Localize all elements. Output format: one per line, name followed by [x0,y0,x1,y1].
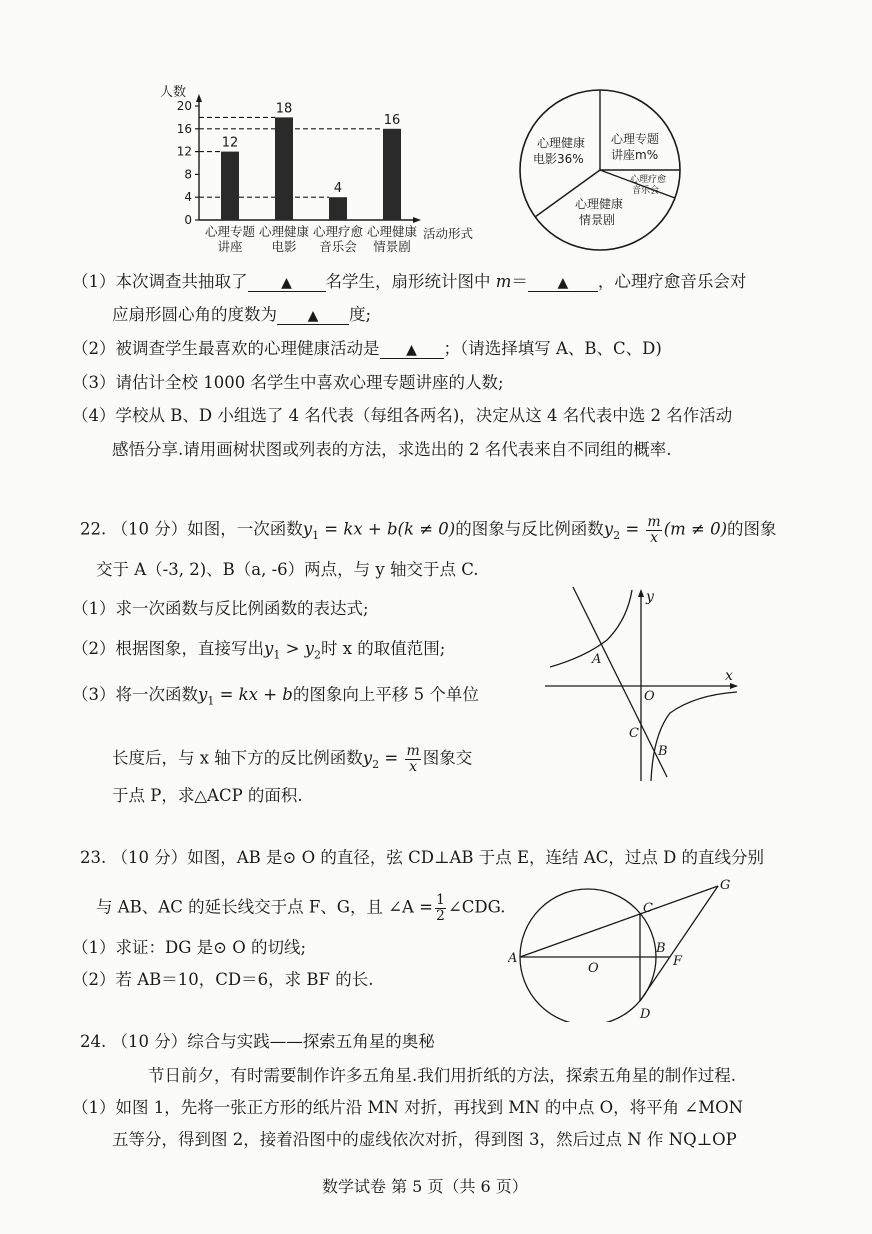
q21-part2: （2）被调查学生最喜欢的心理健康活动是 ▲ ；（请选择填写 A、B、C、D) [72,339,662,358]
bar-value-label: 12 [221,135,239,151]
point-label-O: O [588,961,599,976]
q24-part1-line2: 五等分，得到图 2，接着沿图中的虚线依次对折，得到图 3，然后过点 N 作 NQ⊥OP [112,1130,737,1149]
q23-part1: （1）求证：DG 是⊙ O 的切线; [72,938,307,957]
y-tick-label: 4 [184,190,192,205]
q21-part4-line1: （4）学校从 B、D 小组选了 4 名代表（每组各两名)，决定从这 4 名代表中选 2 名作活动 [72,406,733,425]
bar-value-label: 16 [383,112,401,128]
bar [383,129,401,220]
category-label: 心理健康 [258,224,310,239]
q21-part4-line2: 感悟分享.请用画树状图或列表的方法，求选出的 2 名代表来自不同组的概率. [112,440,672,459]
answer-blank: ▲ [380,341,444,359]
q22-stem-line2: 交于 A（-3, 2)、B（a, -6）两点，与 y 轴交于点 C. [96,560,479,579]
point-label-D: D [640,1007,651,1022]
pie-label-lecture-1: 心理专题 [611,132,660,146]
q23-part2: （2）若 AB＝10，CD＝6，求 BF 的长. [72,970,374,989]
q22-part1: （1）求一次函数与反比例函数的表达式; [72,599,369,618]
y-axis-title: 人数 [160,85,187,100]
point-label-C: C [629,726,639,741]
linear-function-line [573,587,667,777]
point-label-F: F [673,954,683,969]
hyperbola-branch-upper [550,590,632,667]
y-axis-label: y [646,589,654,605]
q24-intro: 节日前夕，有时需要制作许多五角星.我们用折纸的方法，探索五角星的制作过程. [148,1066,736,1085]
point-label-B: B [658,744,668,759]
y-tick-label: 0 [184,213,192,227]
y-tick-label: 16 [176,121,192,136]
pie-label-music-1: 心理疗愈 [630,175,667,185]
bar-chart [155,78,485,258]
q21-part1-line2: 应扇形圆心角的度数为 ▲ 度; [112,305,372,324]
origin-label: O [644,689,655,704]
answer-blank: ▲ [277,307,349,325]
q22-stem-line1: 22. （10 分）如图，一次函数$y_1$ = kx + b(k ≠ 0)的图象与反比例函数$y_2$ = $\frac{m}{x}$ (m ≠ 0)的图象 [80,514,777,546]
q22-part3-line1: （3）将一次函数$y_1$ = kx + b的图象向上平移 5 个单位 [72,685,479,708]
pie-label-music-2: 音乐会 [632,186,660,196]
q23-stem-line1: 23. （10 分）如图，AB 是⊙ O 的直径，弦 CD⊥AB 于点 E，连结 AC，过点 D 的直线分别 [80,848,765,867]
point-label-C: C [643,901,653,916]
category-label: 电影 [271,239,297,254]
pie-label-lecture-2: 讲座m% [611,148,659,162]
q22-function-graph [545,585,745,785]
q22-part3-line3: 于点 P，求△ACP 的面积. [112,786,303,805]
bar [275,117,293,220]
bar [221,152,239,220]
q24-head: 24. （10 分）综合与实践——探索五角星的奥秘 [80,1032,435,1051]
q23-stem-line2: 与 AB、AC 的延长线交于点 F、G，且 ∠A = $\frac{1}{2}$ ∠CDG. [96,892,506,924]
category-label: 心理疗愈 [312,224,364,239]
category-label: 音乐会 [319,239,357,254]
category-label: 心理健康 [366,224,418,239]
pie-label-movie-2: 电影36% [533,152,584,166]
x-axis-title: 活动形式 [423,226,474,241]
x-axis-label: x [725,668,733,684]
point-label-B: B [656,941,666,956]
y-tick-label: 12 [176,144,192,159]
q22-part3-line2: 长度后，与 x 轴下方的反比例函数$y_2$ = $\frac{m}{x}$ 图象交 [112,743,473,775]
point-label-A: A [592,652,602,667]
pie-chart [515,85,685,255]
bar [329,197,347,220]
pie-label-drama-2: 情景剧 [579,213,616,227]
q21-part1-line1: （1）本次调查共抽取了 ▲ 名学生，扇形统计图中 m＝ ▲ ，心理疗愈音乐会对 [72,272,747,291]
q23-circle-figure [508,872,748,1022]
point-label-A: A [508,951,518,966]
bar-value-label: 4 [333,181,343,197]
category-label: 情景剧 [373,239,411,254]
bar-value-label: 18 [275,101,293,117]
answer-blank: ▲ [248,274,326,292]
answer-blank: ▲ [528,274,598,292]
q21-part3: （3）请估计全校 1000 名学生中喜欢心理专题讲座的人数; [72,373,504,392]
y-tick-label: 20 [176,99,192,113]
category-label: 心理专题 [204,224,256,239]
y-tick-label: 8 [184,167,192,182]
pie-label-movie-1: 心理健康 [537,136,586,150]
circle-o [520,889,656,1022]
category-label: 讲座 [217,239,243,254]
point-label-G: G [720,878,731,893]
pie-label-drama-1: 心理健康 [575,197,624,211]
q24-part1-line1: （1）如图 1，先将一张正方形的纸片沿 MN 对折，再找到 MN 的中点 O，将平角 ∠MON [72,1098,744,1117]
q22-part2: （2）根据图象，直接写出$y_1 > y_2$时 x 的取值范围; [72,639,446,662]
page-footer: 数学试卷 第 5 页（共 6 页） [322,1177,528,1196]
hyperbola-branch-lower [651,692,737,781]
